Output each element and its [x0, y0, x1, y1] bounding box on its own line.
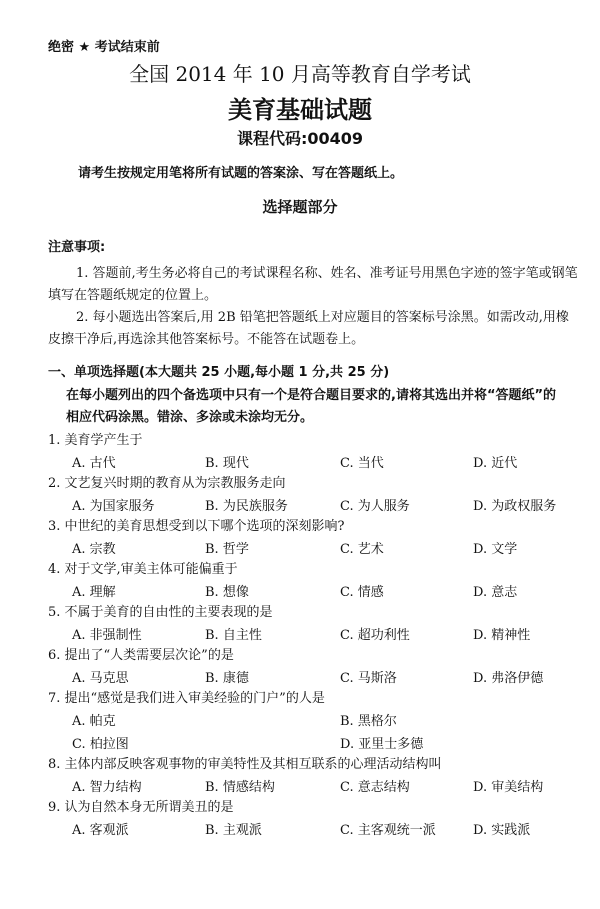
question-5-option-b: B. 自主性 [205, 628, 262, 643]
question-3-option-d: D. 文学 [473, 542, 518, 557]
exam-title: 全国 2014 年 10 月高等教育自学考试 [129, 62, 471, 86]
question-8-option-c: C. 意志结构 [340, 780, 410, 795]
question-9-option-c: C. 主客观统一派 [340, 823, 436, 838]
question-8-option-d: D. 审美结构 [473, 780, 544, 795]
question-3-stem: 3. 中世纪的美育思想受到以下哪个选项的深刻影响? [48, 519, 345, 534]
question-4-option-a: A. 理解 [72, 585, 116, 600]
question-2-option-b: B. 为民族服务 [205, 499, 288, 514]
note-2-line-1: 2. 每小题选出答案后,用 2B 铅笔把答题纸上对应题目的答案标号涂黑。如需改动,用橡 [76, 310, 569, 325]
question-7-option-a: A. 帕克 [72, 714, 116, 729]
question-2-option-a: A. 为国家服务 [72, 499, 155, 514]
question-4-option-c: C. 情感 [340, 585, 384, 600]
question-9-option-a: A. 客观派 [72, 823, 129, 838]
question-5-option-a: A. 非强制性 [72, 628, 142, 643]
instruction: 请考生按规定用笔将所有试题的答案涂、写在答题纸上。 [78, 166, 404, 181]
question-9-stem: 9. 认为自然本身无所谓美丑的是 [48, 800, 234, 815]
question-5-option-d: D. 精神性 [473, 628, 531, 643]
question-3-option-a: A. 宗教 [72, 542, 116, 557]
question-6-option-a: A. 马克思 [72, 671, 129, 686]
section-desc-line-2: 相应代码涂黑。错涂、多涂或未涂均无分。 [66, 410, 314, 425]
question-7-stem: 7. 提出“感觉是我们进入审美经验的门户”的人是 [48, 691, 325, 706]
question-6-option-b: B. 康德 [205, 671, 249, 686]
question-7-option-b: B. 黑格尔 [340, 714, 397, 729]
section-heading: 一、单项选择题(本大题共 25 小题,每小题 1 分,共 25 分) [48, 365, 390, 380]
question-5-option-c: C. 超功利性 [340, 628, 410, 643]
question-7-option-d: D. 亚里士多德 [340, 737, 424, 752]
question-9-option-d: D. 实践派 [473, 823, 531, 838]
part-title: 选择题部分 [262, 198, 338, 216]
notes-title: 注意事项: [48, 240, 106, 255]
question-2-option-d: D. 为政权服务 [473, 499, 557, 514]
course-code: 课程代码:00409 [236, 129, 364, 148]
question-1-option-a: A. 古代 [72, 456, 116, 471]
question-8-stem: 8. 主体内部反映客观事物的审美特性及其相互联系的心理活动结构叫 [48, 757, 442, 772]
question-5-stem: 5. 不属于美育的自由性的主要表现的是 [48, 605, 273, 620]
question-4-option-b: B. 想像 [205, 585, 249, 600]
question-2-option-c: C. 为人服务 [340, 499, 410, 514]
question-1-option-d: D. 近代 [473, 456, 518, 471]
section-desc-line-1: 在每小题列出的四个备选项中只有一个是符合题目要求的,请将其选出并将“答题纸”的 [66, 388, 557, 403]
question-8-option-b: B. 情感结构 [205, 780, 275, 795]
question-6-option-c: C. 马斯洛 [340, 671, 397, 686]
question-9-option-b: B. 主观派 [205, 823, 262, 838]
question-6-stem: 6. 提出了“人类需要层次论”的是 [48, 648, 234, 663]
question-4-stem: 4. 对于文学,审美主体可能偏重于 [48, 562, 238, 577]
question-1-option-c: C. 当代 [340, 456, 384, 471]
subject-title: 美育基础试题 [228, 96, 372, 124]
question-3-option-c: C. 艺术 [340, 542, 384, 557]
question-1-option-b: B. 现代 [205, 456, 249, 471]
note-1-line-1: 1. 答题前,考生务必将自己的考试课程名称、姓名、准考证号用黑色字迹的签字笔或钢笔 [76, 266, 578, 281]
question-3-option-b: B. 哲学 [205, 542, 249, 557]
question-6-option-d: D. 弗洛伊德 [473, 671, 544, 686]
question-7-option-c: C. 柏拉图 [72, 737, 129, 752]
note-1-line-2: 填写在答题纸规定的位置上。 [48, 288, 218, 303]
question-1-stem: 1. 美育学产生于 [48, 433, 143, 448]
question-4-option-d: D. 意志 [473, 585, 518, 600]
question-8-option-a: A. 智力结构 [72, 780, 142, 795]
confidential-label: 绝密 ★ 考试结束前 [48, 40, 160, 55]
question-2-stem: 2. 文艺复兴时期的教育从为宗教服务走向 [48, 476, 286, 491]
note-2-line-2: 皮擦干净后,再选涂其他答案标号。不能答在试题卷上。 [48, 332, 365, 347]
